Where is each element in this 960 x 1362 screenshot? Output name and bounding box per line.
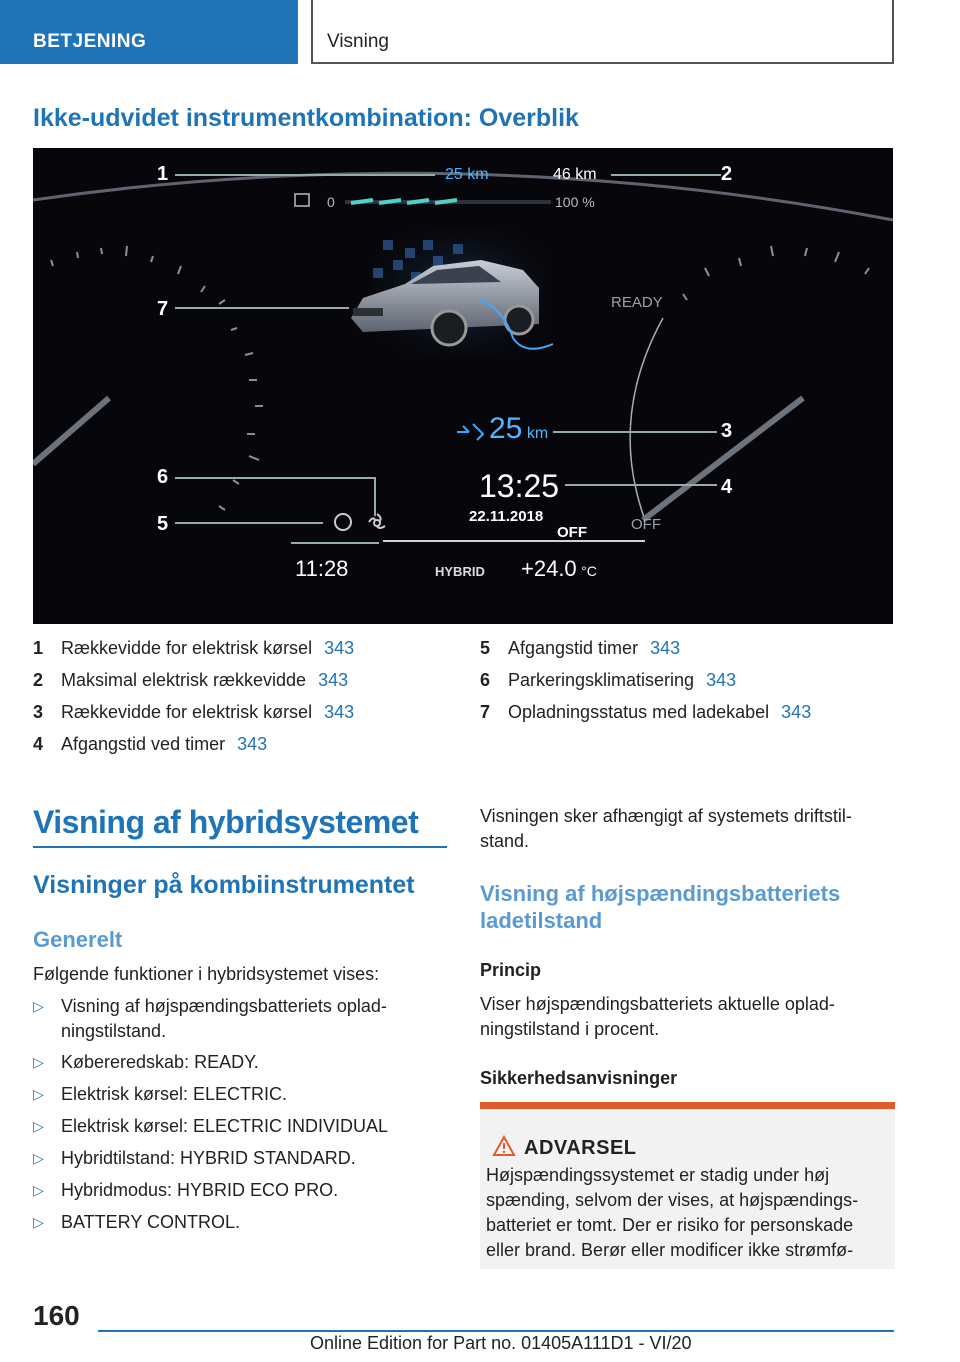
callout-4: 4 [721, 476, 733, 498]
legend-item-7: 7 Opladningsstatus med ladekabel 343 [480, 702, 812, 722]
battery-section-title: Visning af højspændingsbatteriets ladetilstand [480, 881, 841, 933]
temp-value: +24.0 [521, 556, 577, 581]
header-section-tab [0, 0, 298, 64]
callout-1: 1 [157, 163, 169, 185]
page-number: 160 [33, 1300, 80, 1331]
callout-2: 2 [721, 163, 733, 185]
warning-title: ADVARSEL [524, 1137, 637, 1159]
subsection-title: Visninger på kombiinstrumentet [33, 871, 415, 899]
temp-unit: °C [581, 563, 597, 579]
off-label-1: OFF [557, 524, 587, 541]
page-link[interactable]: 343 [781, 702, 812, 722]
clock-big: 13:25 [479, 468, 560, 504]
list-item: ▷ Elektrisk kørsel: ELECTRIC. [33, 1082, 433, 1107]
callout-7: 7 [157, 298, 169, 320]
page-link[interactable]: 343 [324, 638, 355, 658]
cluster-graphic [33, 148, 893, 624]
instrument-cluster-image [33, 148, 893, 624]
date-label: 22.11.2018 [469, 508, 544, 525]
legend-item-3: 3 Rækkevidde for elektrisk kørsel 343 [33, 702, 355, 722]
header-page-box [311, 0, 894, 64]
right-intro: Visningen sker afhængigt af systemets driftstil- stand. [480, 806, 852, 851]
legend-item-6: 6 Parkeringsklimatisering 343 [480, 670, 737, 690]
triangle-bullet-icon: ▷ [33, 1086, 44, 1102]
range-big-unit: km [526, 425, 549, 442]
triangle-bullet-icon: ▷ [33, 1054, 44, 1070]
legend-item-5: 5 Afgangstid timer 343 [480, 638, 681, 658]
triangle-bullet-icon: ▷ [33, 998, 44, 1014]
safety-heading: Sikkerhedsanvisninger [480, 1068, 678, 1088]
list-item: ▷ Hybridtilstand: HYBRID STANDARD. [33, 1146, 433, 1171]
legend-item-1: 1 Rækkevidde for elektrisk kørsel 343 [33, 638, 355, 658]
warning-triangle-icon [492, 1135, 516, 1157]
off-label-2: OFF [631, 516, 661, 533]
list-item: ▷ BATTERY CONTROL. [33, 1210, 433, 1235]
outside-temp [521, 556, 597, 582]
intro-text: Følgende funktioner i hybridsystemet vises: [33, 964, 380, 984]
callout-5: 5 [157, 513, 169, 535]
general-heading: Generelt [33, 927, 123, 952]
header-page-title: Visning [327, 31, 389, 52]
footer-edition: Online Edition for Part no. 01405A111D1 - VI/20 [310, 1333, 692, 1353]
range-big [489, 412, 548, 446]
triangle-bullet-icon: ▷ [33, 1214, 44, 1230]
range-max: 46 km [553, 166, 597, 183]
list-item: ▷ Købereredskab: READY. [33, 1050, 433, 1075]
list-item: ▷ Visning af højspændingsbatteriets oplad- ningstilstand. [33, 996, 387, 1041]
time-small: 11:28 [295, 556, 349, 581]
section-divider [33, 846, 447, 848]
triangle-bullet-icon: ▷ [33, 1150, 44, 1166]
legend-item-2: 2 Maksimal elektrisk rækkevidde 343 [33, 670, 349, 690]
list-item: ▷ Elektrisk kørsel: ELECTRIC INDIVIDUAL [33, 1114, 433, 1139]
page-link[interactable]: 343 [706, 670, 737, 690]
main-heading: Ikke-udvidet instrumentkombination: Overblik [33, 104, 579, 132]
page-link[interactable]: 343 [318, 670, 349, 690]
principle-heading: Princip [480, 960, 542, 980]
range-small: 25 km [445, 166, 489, 183]
page-link[interactable]: 343 [650, 638, 681, 658]
range-big-value: 25 [489, 412, 523, 445]
triangle-bullet-icon: ▷ [33, 1118, 44, 1134]
battery-min: 0 [327, 194, 335, 210]
legend-item-4: 4 Afgangstid ved timer 343 [33, 734, 268, 754]
warning-text: Højspændingssystemet er stadig under høj spænding, selvom der vises, at højspændings- batteriet er tomt. Der er risiko for personskade eller brand. Berør eller modificer ikke strømfø- [486, 1165, 859, 1260]
battery-max: 100 % [555, 194, 595, 210]
hybrid-mode: HYBRID [435, 564, 485, 579]
callout-3: 3 [721, 420, 733, 442]
section-title: Visning af hybridsystemet [33, 804, 419, 840]
page-link[interactable]: 343 [237, 734, 268, 754]
list-item: ▷ Hybridmodus: HYBRID ECO PRO. [33, 1178, 433, 1203]
ready-label: READY [611, 294, 663, 311]
principle-text: Viser højspændingsbatteriets aktuelle oplad- ningstilstand i procent. [480, 994, 835, 1039]
callout-6: 6 [157, 466, 169, 488]
header-section-label: BETJENING [33, 31, 147, 52]
warning-box [480, 1102, 895, 1269]
page-link[interactable]: 343 [324, 702, 355, 722]
footer-divider [98, 1330, 894, 1332]
triangle-bullet-icon: ▷ [33, 1182, 44, 1198]
